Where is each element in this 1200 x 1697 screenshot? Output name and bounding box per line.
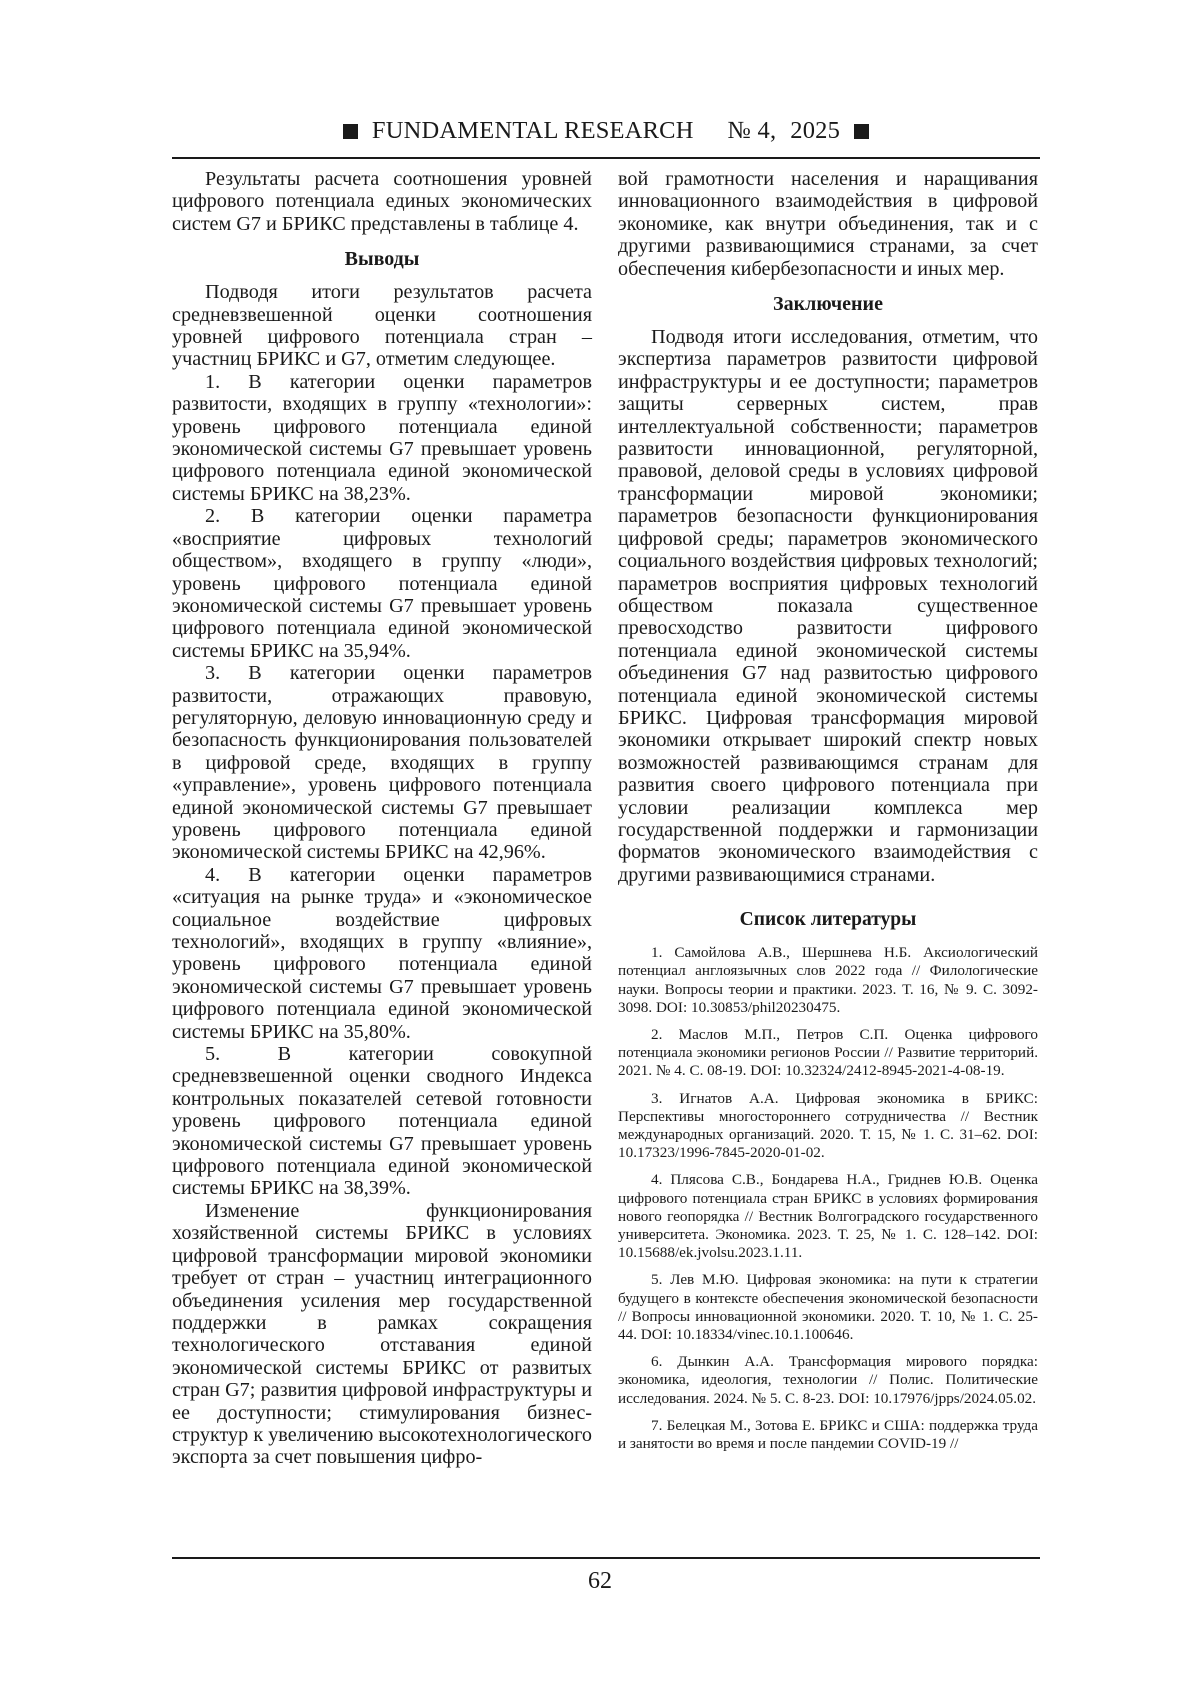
square-bullet-icon: [854, 124, 869, 139]
section-heading-findings: Выводы: [344, 248, 420, 271]
page-number: 62: [588, 1568, 612, 1594]
body-paragraph: Изменение функционирования хозяйственной системы БРИКС в условиях цифровой трансформации мировой экономики требует от стран – участниц интеграционного объединения усиления мер государственной поддержки в рамках сокращения технологического отставания единой экономической системы БРИКС от развитых стран G7; развития цифровой инфраструктуры и ее доступности; стимулирования бизнес-структур к увеличению высокотехнологического экспорта за счет повышения цифро-: [172, 1199, 592, 1469]
left-column: [172, 168, 592, 1469]
right-column: [618, 168, 1038, 1453]
issue-number: № 4,: [727, 117, 777, 144]
finding-item: 4. В категории оценки параметров «ситуация на рынке труда» и «экономическое социальное воздействие цифровых технологий», входящих в группу «влияние», уровень цифрового потенциала единой экономической системы G7 превышает уровень цифрового потенциала единой экономической системы БРИКС на 35,80%.: [172, 863, 592, 1043]
header-divider: [172, 157, 1040, 159]
square-bullet-icon: [343, 124, 358, 139]
body-paragraph: Результаты расчета соотношения уровней цифрового потенциала единых экономических систем G7 и БРИКС представлены в таблице 4.: [172, 168, 592, 235]
finding-item: 1. В категории оценки параметров развитости, входящих в группу «технологии»: уровень цифрового потенциала единой экономической системы G7 превышает уровень цифрового потенциала единой экономической системы БРИКС на 38,23%.: [172, 370, 592, 505]
body-paragraph: Подводя итоги результатов расчета средневзвешенной оценки соотношения уровней цифрового потенциала стран – участниц БРИКС и G7, отметим следующее.: [172, 281, 592, 371]
finding-item: 2. В категории оценки параметра «восприятие цифровых технологий обществом», входящего в группу «люди», уровень цифрового потенциала единой экономической системы G7 превышает уровень цифрового потенциала единой экономической системы БРИКС на 35,94%.: [172, 505, 592, 662]
issue-year: 2025: [790, 117, 841, 144]
reference-item: 6. Дынкин А.А. Трансформация мирового порядка: экономика, идеология, технологии // Полис. Политические исследования. 2024. № 5. С. 8-23. DOI: 10.17976/jpps/2024.05.02.: [618, 1353, 1038, 1407]
running-header: [172, 108, 1040, 154]
body-paragraph: вой грамотности населения и наращивания инновационного взаимодействия в цифровой экономике, как внутри объединения, так и с другими развивающимися странами, за счет обеспечения кибербезопасности и иных мер.: [618, 168, 1038, 280]
reference-item: 5. Лев М.Ю. Цифровая экономика: на пути к стратегии будущего в контексте обеспечения экономической безопасности // Вопросы инновационной экономики. 2020. Т. 10, № 1. С. 25-44. DOI: 10.18334/vinec.10.1.100646.: [618, 1271, 1038, 1344]
reference-item: 2. Маслов М.П., Петров С.П. Оценка цифрового потенциала экономики регионов России // Развитие территорий. 2021. № 4. С. 08-19. DOI: 10.32324/2412-8945-2021-4-08-19.: [618, 1026, 1038, 1080]
reference-item: 3. Игнатов А.А. Цифровая экономика в БРИКС: Перспективы многостороннего сотрудничества // Вестник международных организаций. 2020. Т. 15, № 1. С. 31–62. DOI: 10.17323/1996-7845-2020-01-02.: [618, 1089, 1038, 1162]
reference-list: [618, 944, 1038, 1453]
reference-item: 7. Белецкая М., Зотова Е. БРИКС и США: поддержка труда и занятости во время и после пандемии COVID-19 //: [618, 1416, 1038, 1453]
reference-item: 4. Плясова С.В., Бондарева Н.А., Гриднев Ю.В. Оценка цифрового потенциала стран БРИКС в условиях формирования нового геопорядка // Вестник Волгоградского государственного университета. Экономика. 2023. Т. 25, № 1. С. 128–142. DOI: 10.15688/ek.jvolsu.2023.1.11.: [618, 1171, 1038, 1262]
section-heading-references: Список литературы: [739, 909, 917, 931]
reference-item: 1. Самойлова А.В., Шершнева Н.Б. Аксиологический потенциал англоязычных слов 2022 года // Филологические науки. Вопросы теории и практики. 2023. Т. 16, № 9. С. 3092-3098. DOI: 10.30853/phil20230475.: [618, 944, 1038, 1016]
journal-title: FUNDAMENTAL RESEARCH: [371, 117, 694, 144]
footer-divider: [172, 1557, 1040, 1559]
body-paragraph: Подводя итоги исследования, отметим, что экспертиза параметров развитости цифровой инфраструктуры и ее доступности; параметров защиты серверных систем, прав интеллектуальной собственности; параметров развитости инновационной, регуляторной, правовой, деловой среды в условиях цифровой трансформации мировой экономики; параметров безопасности функционирования цифровой среды; параметров экономического социального воздействия цифровых технологий; параметров восприятия цифровых технологий обществом показала существенное превосходство развитости цифрового потенциала единой экономической системы объединения G7 над развитостью цифрового потенциала единой экономической системы БРИКС. Цифровая трансформация мировой экономики открывает широкий спектр новых возможностей развивающимся странам для развития своего цифрового потенциала при условии реализации комплекса мер государственной поддержки и гармонизации форматов экономического взаимодействия с другими развивающимися странами.: [618, 326, 1038, 886]
finding-item: 5. В категории совокупной средневзвешенной оценки сводного Индекса контрольных показателей сетевой готовности уровень цифрового потенциала единой экономической системы G7 превышает уровень цифрового потенциала единой экономической системы БРИКС на 38,39%.: [172, 1043, 592, 1200]
finding-item: 3. В категории оценки параметров развитости, отражающих правовую, регуляторную, деловую инновационную среду и безопасность функционирования пользователей в цифровой среде, входящих в группу «управление», уровень цифрового потенциала единой экономической системы G7 превышает уровень цифрового потенциала единой экономической системы БРИКС на 42,96%.: [172, 662, 592, 864]
section-heading-conclusion: Заключение: [773, 293, 883, 316]
